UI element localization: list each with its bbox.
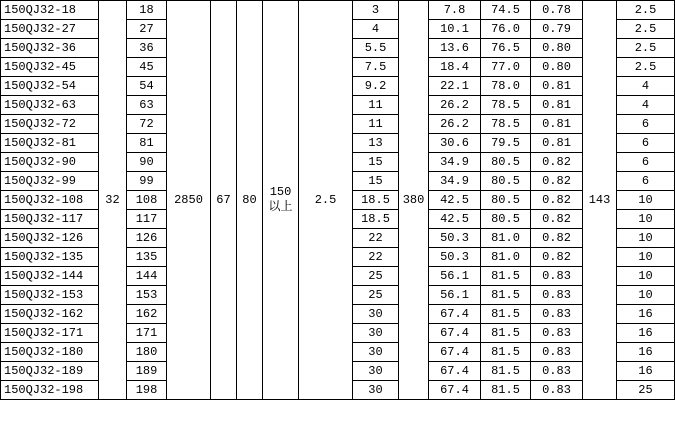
- head-cell: 27: [127, 20, 167, 39]
- head-cell: 18: [127, 1, 167, 20]
- model-cell: 150QJ32-63: [1, 96, 99, 115]
- head-cell: 45: [127, 58, 167, 77]
- head-cell: 153: [127, 286, 167, 305]
- motor-efficiency-cell: 76.5: [481, 39, 531, 58]
- pipe-cell: 10: [617, 267, 675, 286]
- head-cell: 126: [127, 229, 167, 248]
- head-cell: 171: [127, 324, 167, 343]
- diameter-cell: 67: [211, 1, 237, 400]
- flow-cell: 32: [99, 1, 127, 400]
- power-cell: 11: [353, 115, 399, 134]
- power-cell: 18.5: [353, 210, 399, 229]
- pipe-cell: 10: [617, 210, 675, 229]
- power-cell: 25: [353, 286, 399, 305]
- head-cell: 135: [127, 248, 167, 267]
- motor-efficiency-cell: 78.5: [481, 96, 531, 115]
- pipe-cell: 16: [617, 343, 675, 362]
- current-cell: 50.3: [429, 229, 481, 248]
- height-cell: 150 以上: [263, 1, 299, 400]
- head-cell: 90: [127, 153, 167, 172]
- npsh-cell: 2.5: [299, 1, 353, 400]
- efficiency-cell: 80: [237, 1, 263, 400]
- outer-diameter-cell: 143: [583, 1, 617, 400]
- power-cell: 30: [353, 305, 399, 324]
- motor-efficiency-cell: 80.5: [481, 210, 531, 229]
- current-cell: 50.3: [429, 248, 481, 267]
- model-cell: 150QJ32-18: [1, 1, 99, 20]
- motor-efficiency-cell: 79.5: [481, 134, 531, 153]
- power-cell: 25: [353, 267, 399, 286]
- current-cell: 7.8: [429, 1, 481, 20]
- power-factor-cell: 0.83: [531, 305, 583, 324]
- head-cell: 162: [127, 305, 167, 324]
- head-cell: 72: [127, 115, 167, 134]
- power-factor-cell: 0.83: [531, 381, 583, 400]
- motor-efficiency-cell: 81.5: [481, 286, 531, 305]
- power-factor-cell: 0.83: [531, 286, 583, 305]
- motor-efficiency-cell: 81.0: [481, 248, 531, 267]
- current-cell: 13.6: [429, 39, 481, 58]
- pipe-cell: 2.5: [617, 39, 675, 58]
- power-factor-cell: 0.83: [531, 362, 583, 381]
- motor-efficiency-cell: 81.5: [481, 305, 531, 324]
- power-factor-cell: 0.80: [531, 39, 583, 58]
- current-cell: 67.4: [429, 362, 481, 381]
- model-cell: 150QJ32-54: [1, 77, 99, 96]
- power-cell: 9.2: [353, 77, 399, 96]
- power-cell: 3: [353, 1, 399, 20]
- pipe-cell: 4: [617, 77, 675, 96]
- power-cell: 15: [353, 172, 399, 191]
- power-factor-cell: 0.81: [531, 115, 583, 134]
- model-cell: 150QJ32-27: [1, 20, 99, 39]
- current-cell: 26.2: [429, 115, 481, 134]
- pipe-cell: 2.5: [617, 58, 675, 77]
- pipe-cell: 4: [617, 96, 675, 115]
- power-factor-cell: 0.83: [531, 267, 583, 286]
- pipe-cell: 16: [617, 362, 675, 381]
- pipe-cell: 10: [617, 229, 675, 248]
- current-cell: 42.5: [429, 191, 481, 210]
- current-cell: 56.1: [429, 267, 481, 286]
- current-cell: 34.9: [429, 153, 481, 172]
- motor-efficiency-cell: 78.5: [481, 115, 531, 134]
- motor-efficiency-cell: 80.5: [481, 191, 531, 210]
- head-cell: 144: [127, 267, 167, 286]
- motor-efficiency-cell: 81.5: [481, 324, 531, 343]
- head-cell: 63: [127, 96, 167, 115]
- model-cell: 150QJ32-162: [1, 305, 99, 324]
- power-factor-cell: 0.83: [531, 324, 583, 343]
- motor-efficiency-cell: 77.0: [481, 58, 531, 77]
- table-row: [1, 1, 675, 20]
- pipe-cell: 6: [617, 115, 675, 134]
- current-cell: 18.4: [429, 58, 481, 77]
- power-factor-cell: 0.80: [531, 58, 583, 77]
- power-cell: 13: [353, 134, 399, 153]
- model-cell: 150QJ32-189: [1, 362, 99, 381]
- model-cell: 150QJ32-180: [1, 343, 99, 362]
- current-cell: 34.9: [429, 172, 481, 191]
- model-cell: 150QJ32-72: [1, 115, 99, 134]
- current-cell: 22.1: [429, 77, 481, 96]
- motor-efficiency-cell: 81.5: [481, 267, 531, 286]
- power-cell: 22: [353, 248, 399, 267]
- current-cell: 67.4: [429, 305, 481, 324]
- model-cell: 150QJ32-144: [1, 267, 99, 286]
- power-factor-cell: 0.81: [531, 96, 583, 115]
- model-cell: 150QJ32-99: [1, 172, 99, 191]
- power-factor-cell: 0.82: [531, 229, 583, 248]
- pipe-cell: 6: [617, 134, 675, 153]
- power-cell: 18.5: [353, 191, 399, 210]
- model-cell: 150QJ32-198: [1, 381, 99, 400]
- motor-efficiency-cell: 78.0: [481, 77, 531, 96]
- motor-efficiency-cell: 81.5: [481, 343, 531, 362]
- power-cell: 7.5: [353, 58, 399, 77]
- power-factor-cell: 0.78: [531, 1, 583, 20]
- pipe-cell: 2.5: [617, 1, 675, 20]
- current-cell: 26.2: [429, 96, 481, 115]
- power-cell: 30: [353, 362, 399, 381]
- head-cell: 117: [127, 210, 167, 229]
- model-cell: 150QJ32-81: [1, 134, 99, 153]
- speed-cell: 2850: [167, 1, 211, 400]
- voltage-cell: 380: [399, 1, 429, 400]
- power-factor-cell: 0.81: [531, 134, 583, 153]
- power-factor-cell: 0.82: [531, 248, 583, 267]
- model-cell: 150QJ32-90: [1, 153, 99, 172]
- pipe-cell: 25: [617, 381, 675, 400]
- motor-efficiency-cell: 80.5: [481, 172, 531, 191]
- model-cell: 150QJ32-108: [1, 191, 99, 210]
- power-factor-cell: 0.82: [531, 153, 583, 172]
- power-cell: 5.5: [353, 39, 399, 58]
- head-cell: 198: [127, 381, 167, 400]
- power-cell: 30: [353, 381, 399, 400]
- power-cell: 22: [353, 229, 399, 248]
- motor-efficiency-cell: 80.5: [481, 153, 531, 172]
- power-factor-cell: 0.83: [531, 343, 583, 362]
- pipe-cell: 6: [617, 153, 675, 172]
- power-cell: 30: [353, 324, 399, 343]
- motor-efficiency-cell: 76.0: [481, 20, 531, 39]
- power-cell: 30: [353, 343, 399, 362]
- current-cell: 56.1: [429, 286, 481, 305]
- current-cell: 67.4: [429, 324, 481, 343]
- model-cell: 150QJ32-135: [1, 248, 99, 267]
- pipe-cell: 16: [617, 324, 675, 343]
- current-cell: 42.5: [429, 210, 481, 229]
- pipe-cell: 2.5: [617, 20, 675, 39]
- current-cell: 30.6: [429, 134, 481, 153]
- power-factor-cell: 0.82: [531, 172, 583, 191]
- power-cell: 15: [353, 153, 399, 172]
- motor-efficiency-cell: 81.5: [481, 381, 531, 400]
- current-cell: 67.4: [429, 381, 481, 400]
- head-cell: 99: [127, 172, 167, 191]
- power-factor-cell: 0.79: [531, 20, 583, 39]
- current-cell: 10.1: [429, 20, 481, 39]
- power-factor-cell: 0.82: [531, 210, 583, 229]
- head-cell: 36: [127, 39, 167, 58]
- pipe-cell: 6: [617, 172, 675, 191]
- head-cell: 180: [127, 343, 167, 362]
- pipe-cell: 10: [617, 286, 675, 305]
- head-cell: 54: [127, 77, 167, 96]
- model-cell: 150QJ32-36: [1, 39, 99, 58]
- head-cell: 108: [127, 191, 167, 210]
- head-cell: 189: [127, 362, 167, 381]
- model-cell: 150QJ32-153: [1, 286, 99, 305]
- model-cell: 150QJ32-126: [1, 229, 99, 248]
- power-factor-cell: 0.82: [531, 191, 583, 210]
- motor-efficiency-cell: 81.5: [481, 362, 531, 381]
- model-cell: 150QJ32-117: [1, 210, 99, 229]
- table-body: [1, 1, 675, 400]
- power-cell: 11: [353, 96, 399, 115]
- motor-efficiency-cell: 81.0: [481, 229, 531, 248]
- power-cell: 4: [353, 20, 399, 39]
- current-cell: 67.4: [429, 343, 481, 362]
- pipe-cell: 10: [617, 248, 675, 267]
- pipe-cell: 16: [617, 305, 675, 324]
- model-cell: 150QJ32-45: [1, 58, 99, 77]
- head-cell: 81: [127, 134, 167, 153]
- model-cell: 150QJ32-171: [1, 324, 99, 343]
- pipe-cell: 10: [617, 191, 675, 210]
- motor-efficiency-cell: 74.5: [481, 1, 531, 20]
- power-factor-cell: 0.81: [531, 77, 583, 96]
